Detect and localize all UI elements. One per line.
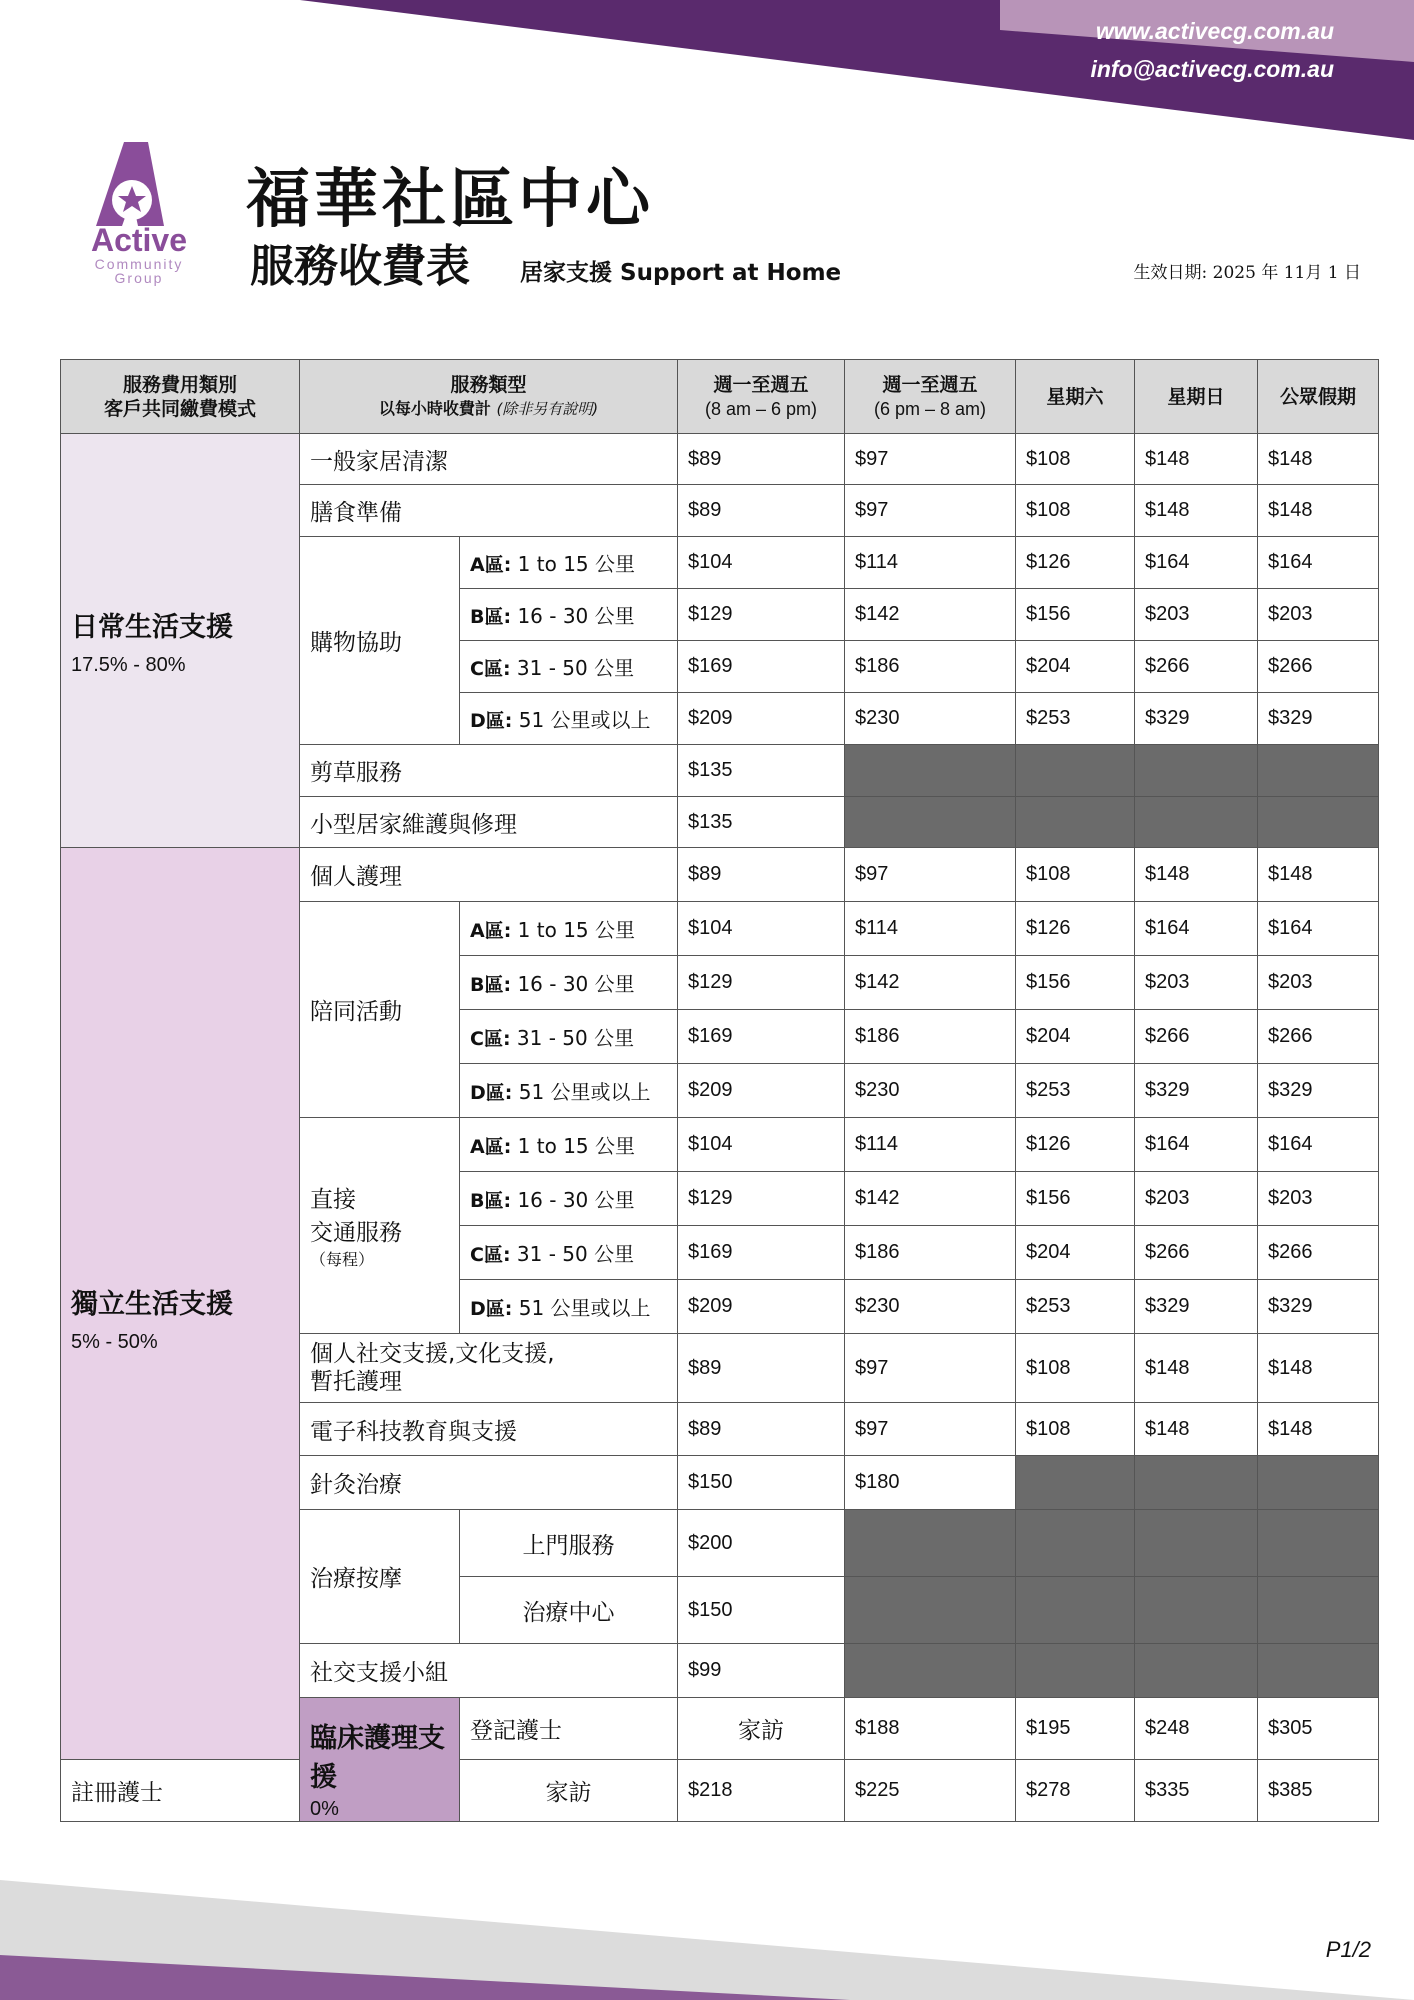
footer-banner <box>0 1850 1414 2000</box>
price-cell: $266 <box>1135 1226 1258 1280</box>
email-link[interactable]: info@activecg.com.au <box>1090 56 1334 82</box>
price-cell: $97 <box>845 1403 1016 1456</box>
price-cell: $203 <box>1135 956 1258 1010</box>
price-cell: $209 <box>678 1280 845 1334</box>
price-cell: $150 <box>678 1456 845 1510</box>
price-cell: $156 <box>1016 1172 1135 1226</box>
zone-a: A區: 1 to 15 公里 <box>460 1118 678 1172</box>
price-cell: $97 <box>845 434 1016 485</box>
price-cell: $108 <box>1016 434 1135 485</box>
price-cell: $142 <box>845 1172 1016 1226</box>
price-cell: $148 <box>1135 1334 1258 1403</box>
price-cell: $97 <box>845 848 1016 902</box>
zone-c: C區: 31 - 50 公里 <box>460 1226 678 1280</box>
header-weekday-night: 週一至週五 (6 pm – 8 am) <box>845 360 1016 434</box>
price-cell: $148 <box>1135 434 1258 485</box>
zone-d: D區: 51 公里或以上 <box>460 693 678 745</box>
logo-subtext-2: Group <box>114 270 164 286</box>
price-cell: $278 <box>1016 1760 1135 1822</box>
price-cell: $230 <box>845 1280 1016 1334</box>
price-cell: $253 <box>1016 1064 1135 1118</box>
price-cell: $164 <box>1258 537 1379 589</box>
effective-date: 生效日期: 2025 年 11月 1 日 <box>1133 263 1361 283</box>
service-personal-care: 個人護理 <box>300 848 678 902</box>
price-cell: $225 <box>845 1760 1016 1822</box>
price-cell: $305 <box>1258 1698 1379 1760</box>
service-tech-support: 電子科技教育與支援 <box>300 1403 678 1456</box>
massage-home-visit: 上門服務 <box>460 1510 678 1577</box>
price-cell: $104 <box>678 537 845 589</box>
price-cell: $156 <box>1016 589 1135 641</box>
na-cell <box>845 797 1016 848</box>
price-cell: $135 <box>678 745 845 797</box>
price-cell: $148 <box>1258 434 1379 485</box>
price-cell: $169 <box>678 1226 845 1280</box>
price-cell: $114 <box>845 902 1016 956</box>
header-weekday-day: 週一至週五 (8 am – 6 pm) <box>678 360 845 434</box>
na-cell <box>1135 1456 1258 1510</box>
price-cell: $148 <box>1135 485 1258 537</box>
service-cleaning: 一般家居清潔 <box>300 434 678 485</box>
category-independent-living: 獨立生活支援 5% - 50% <box>61 848 300 1760</box>
service-accompany: 陪同活動 <box>300 902 460 1118</box>
price-cell: $129 <box>678 589 845 641</box>
price-cell: $186 <box>845 1226 1016 1280</box>
na-cell <box>1258 1644 1379 1698</box>
price-cell: $169 <box>678 1010 845 1064</box>
price-cell: $203 <box>1135 589 1258 641</box>
price-cell: $266 <box>1135 1010 1258 1064</box>
service-enrolled-nurse: 登記護士 <box>460 1698 678 1760</box>
na-cell <box>845 745 1016 797</box>
header-service: 服務類型 以每小時收費計 (除非另有說明) <box>300 360 678 434</box>
price-cell: $164 <box>1258 1118 1379 1172</box>
home-visit-label: 家訪 <box>678 1698 845 1760</box>
na-cell <box>1016 745 1135 797</box>
price-cell: $329 <box>1135 1064 1258 1118</box>
zone-a: A區: 1 to 15 公里 <box>460 537 678 589</box>
zone-d: D區: 51 公里或以上 <box>460 1064 678 1118</box>
logo-wordmark: Active <box>90 222 188 258</box>
price-cell: $164 <box>1135 537 1258 589</box>
price-cell: $126 <box>1016 1118 1135 1172</box>
program-title: 居家支援 Support at Home <box>520 260 842 286</box>
price-cell: $99 <box>678 1644 845 1698</box>
price-cell: $97 <box>845 1334 1016 1403</box>
price-cell: $148 <box>1135 848 1258 902</box>
na-cell <box>1135 1644 1258 1698</box>
zone-b: B區: 16 - 30 公里 <box>460 1172 678 1226</box>
price-cell: $89 <box>678 485 845 537</box>
price-cell: $156 <box>1016 956 1135 1010</box>
na-cell <box>1016 1644 1135 1698</box>
price-cell: $335 <box>1135 1760 1258 1822</box>
price-cell: $89 <box>678 434 845 485</box>
doc-title: 服務收費表 <box>250 241 470 292</box>
price-cell: $89 <box>678 1334 845 1403</box>
zone-d: D區: 51 公里或以上 <box>460 1280 678 1334</box>
price-cell: $148 <box>1258 1334 1379 1403</box>
price-cell: $148 <box>1258 848 1379 902</box>
price-cell: $142 <box>845 589 1016 641</box>
price-cell: $114 <box>845 537 1016 589</box>
na-cell <box>1135 1510 1258 1577</box>
price-cell: $209 <box>678 1064 845 1118</box>
service-shopping: 購物協助 <box>300 537 460 745</box>
price-cell: $195 <box>1016 1698 1135 1760</box>
price-cell: $186 <box>845 1010 1016 1064</box>
price-cell: $266 <box>1135 641 1258 693</box>
price-cell: $148 <box>1135 1403 1258 1456</box>
na-cell <box>845 1510 1016 1577</box>
na-cell <box>1135 745 1258 797</box>
price-cell: $108 <box>1016 1334 1135 1403</box>
na-cell <box>1258 745 1379 797</box>
massage-center: 治療中心 <box>460 1577 678 1644</box>
price-cell: $329 <box>1258 1064 1379 1118</box>
na-cell <box>1016 797 1135 848</box>
service-massage: 治療按摩 <box>300 1510 460 1644</box>
price-cell: $230 <box>845 693 1016 745</box>
page-number: P1/2 <box>1325 1937 1371 1962</box>
service-transport: 直接 交通服務 （每程） <box>300 1118 460 1334</box>
price-cell: $203 <box>1258 956 1379 1010</box>
price-cell: $248 <box>1135 1698 1258 1760</box>
price-cell: $108 <box>1016 848 1135 902</box>
header-row <box>61 360 1379 434</box>
na-cell <box>1258 1510 1379 1577</box>
price-cell: $203 <box>1258 589 1379 641</box>
price-cell: $89 <box>678 848 845 902</box>
website-link[interactable]: www.activecg.com.au <box>1095 18 1334 44</box>
price-cell: $129 <box>678 1172 845 1226</box>
price-cell: $114 <box>845 1118 1016 1172</box>
price-cell: $148 <box>1258 1403 1379 1456</box>
service-mowing: 剪草服務 <box>300 745 678 797</box>
price-cell: $204 <box>1016 1226 1135 1280</box>
header-category: 服務費用類別 客戶共同繳費模式 <box>61 360 300 434</box>
zone-b: B區: 16 - 30 公里 <box>460 589 678 641</box>
price-cell: $203 <box>1258 1172 1379 1226</box>
na-cell <box>1258 797 1379 848</box>
price-cell: $204 <box>1016 641 1135 693</box>
price-cell: $329 <box>1135 1280 1258 1334</box>
price-cell: $253 <box>1016 1280 1135 1334</box>
na-cell <box>1258 1577 1379 1644</box>
price-cell: $329 <box>1135 693 1258 745</box>
na-cell <box>845 1644 1016 1698</box>
price-cell: $164 <box>1258 902 1379 956</box>
price-cell: $126 <box>1016 537 1135 589</box>
service-social-group: 社交支援小組 <box>300 1644 678 1698</box>
price-cell: $253 <box>1016 693 1135 745</box>
zone-a: A區: 1 to 15 公里 <box>460 902 678 956</box>
price-cell: $203 <box>1135 1172 1258 1226</box>
header-saturday: 星期六 <box>1016 360 1135 434</box>
service-meals: 膳食準備 <box>300 485 678 537</box>
na-cell <box>845 1577 1016 1644</box>
price-cell: $230 <box>845 1064 1016 1118</box>
price-cell: $266 <box>1258 1010 1379 1064</box>
price-cell: $108 <box>1016 485 1135 537</box>
home-visit-label: 家訪 <box>460 1760 678 1822</box>
price-cell: $104 <box>678 1118 845 1172</box>
price-cell: $164 <box>1135 902 1258 956</box>
price-cell: $97 <box>845 485 1016 537</box>
price-cell: $104 <box>678 902 845 956</box>
category-daily-living: 日常生活支援 17.5% - 80% <box>61 434 300 848</box>
price-cell: $200 <box>678 1510 845 1577</box>
table-row <box>61 1760 1379 1822</box>
na-cell <box>1258 1456 1379 1510</box>
price-cell: $204 <box>1016 1010 1135 1064</box>
header-sunday: 星期日 <box>1135 360 1258 434</box>
zone-b: B區: 16 - 30 公里 <box>460 956 678 1010</box>
price-cell: $209 <box>678 693 845 745</box>
price-cell: $150 <box>678 1577 845 1644</box>
price-cell: $385 <box>1258 1760 1379 1822</box>
price-cell: $129 <box>678 956 845 1010</box>
price-cell: $266 <box>1258 1226 1379 1280</box>
price-cell: $186 <box>845 641 1016 693</box>
service-registered-nurse: 註冊護士 <box>61 1760 300 1822</box>
service-acupuncture: 針灸治療 <box>300 1456 678 1510</box>
fee-table <box>60 359 1379 1822</box>
category-clinical-care: 臨床護理支援 0% <box>300 1698 460 1822</box>
price-cell: $180 <box>845 1456 1016 1510</box>
price-cell: $142 <box>845 956 1016 1010</box>
price-cell: $135 <box>678 797 845 848</box>
na-cell <box>1016 1456 1135 1510</box>
org-title: 福華社區中心 <box>246 163 654 237</box>
price-cell: $164 <box>1135 1118 1258 1172</box>
price-cell: $126 <box>1016 902 1135 956</box>
na-cell <box>1016 1510 1135 1577</box>
logo-subtext-1: Community <box>94 256 184 272</box>
service-social-support: 個人社交支援,文化支援, 暫托護理 <box>300 1334 678 1403</box>
price-cell: $266 <box>1258 641 1379 693</box>
na-cell <box>1016 1577 1135 1644</box>
price-cell: $169 <box>678 641 845 693</box>
header-holiday: 公眾假期 <box>1258 360 1379 434</box>
price-cell: $148 <box>1258 485 1379 537</box>
table-row <box>61 848 1379 902</box>
price-cell: $108 <box>1016 1403 1135 1456</box>
price-cell: $218 <box>678 1760 845 1822</box>
na-cell <box>1135 1577 1258 1644</box>
price-cell: $329 <box>1258 1280 1379 1334</box>
service-maintenance: 小型居家維護與修理 <box>300 797 678 848</box>
price-cell: $188 <box>845 1698 1016 1760</box>
na-cell <box>1135 797 1258 848</box>
zone-c: C區: 31 - 50 公里 <box>460 1010 678 1064</box>
price-cell: $329 <box>1258 693 1379 745</box>
price-cell: $89 <box>678 1403 845 1456</box>
table-row <box>61 434 1379 485</box>
zone-c: C區: 31 - 50 公里 <box>460 641 678 693</box>
